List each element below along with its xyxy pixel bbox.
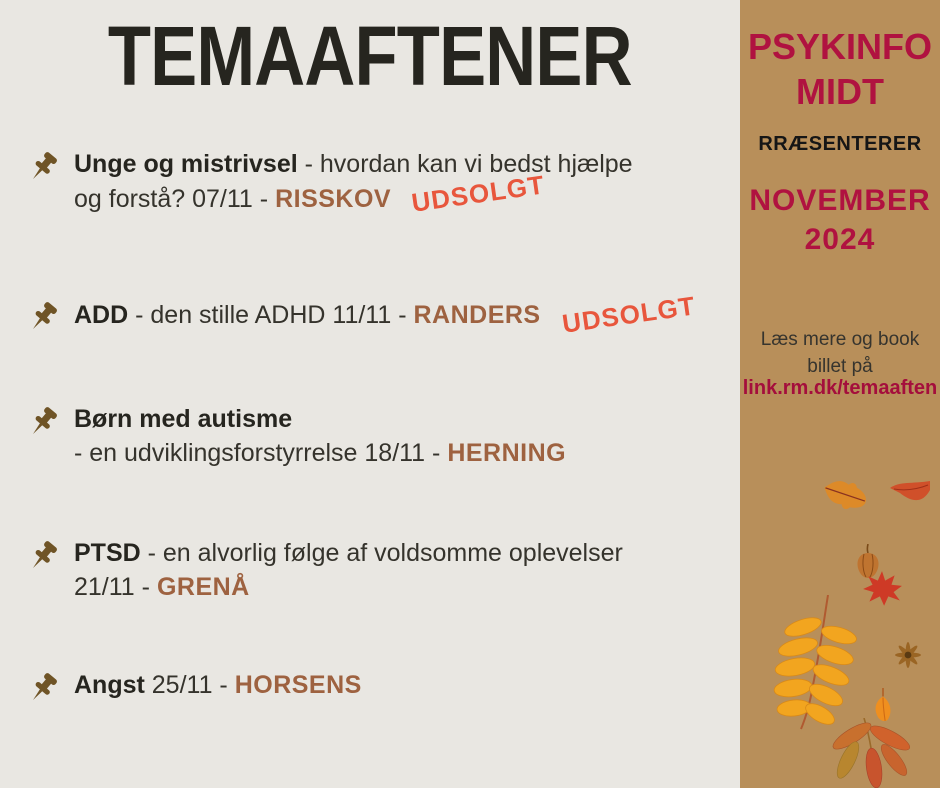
event-item-unge-og-mistrivsel <box>26 147 633 216</box>
pushpin-icon <box>26 298 60 336</box>
event-item-born-med-autisme <box>26 402 566 470</box>
booking-link[interactable]: link.rm.dk/temaaften <box>742 377 938 399</box>
event-location: GRENÅ <box>156 573 250 601</box>
event-line <box>74 668 362 702</box>
month-line2: 2024 <box>804 223 876 256</box>
event-line <box>74 147 633 181</box>
title-wrap <box>0 10 740 102</box>
event-location: HERNING <box>447 439 567 467</box>
event-title: Unge og mistrivsel <box>74 150 298 178</box>
event-description: - hvordan kan vi bedst hjælpe <box>297 150 633 178</box>
event-line <box>74 290 697 339</box>
event-line <box>74 169 633 218</box>
sold-out-sticker: UDSOLGT <box>409 169 547 218</box>
event-description: - en alvorlig følge af voldsomme oplevelser <box>140 539 623 567</box>
event-title: PTSD <box>74 539 141 567</box>
event-line <box>74 402 566 436</box>
event-item-ptsd <box>26 536 623 604</box>
event-item-add <box>26 290 697 339</box>
oak-leaf <box>821 471 869 519</box>
event-description: 21/11 - <box>74 573 157 601</box>
red-leaf-clipped <box>890 481 930 509</box>
rowan-leaf <box>773 595 861 730</box>
event-line <box>74 570 623 604</box>
event-text <box>74 536 623 604</box>
month-line1: NOVEMBER <box>749 184 931 217</box>
brand-line2: MIDT <box>796 71 884 112</box>
event-description: og forstå? 07/11 - <box>74 185 276 213</box>
event-description: 25/11 - <box>144 671 235 699</box>
event-description: - den stille ADHD 11/11 - <box>128 301 414 329</box>
cta-line2: billet på <box>807 356 873 377</box>
page-title: TEMAAFTENER <box>108 9 632 103</box>
event-location: RANDERS <box>413 301 541 329</box>
pushpin-icon <box>26 403 60 441</box>
event-location: RISSKOV <box>275 185 392 213</box>
event-description: - en udviklingsforstyrrelse 18/11 - <box>74 439 448 467</box>
event-title: Børn med autisme <box>74 405 293 433</box>
event-item-angst <box>26 668 362 707</box>
creeper-leaf <box>828 718 914 788</box>
maple-leaf <box>861 571 903 607</box>
event-text <box>74 147 633 216</box>
pushpin-icon <box>26 148 60 186</box>
presents-label: RRÆSENTERER <box>758 133 922 155</box>
star-anise <box>892 640 924 670</box>
brand-line1: PSYKINFO <box>747 26 933 67</box>
cta-line1: Læs mere og book <box>760 329 920 350</box>
event-title: ADD <box>74 301 129 329</box>
month-title <box>740 181 940 259</box>
sidebar <box>740 0 940 788</box>
event-line <box>74 536 623 570</box>
event-location: HORSENS <box>234 671 362 699</box>
pushpin-icon <box>26 669 60 707</box>
sold-out-sticker: UDSOLGT <box>559 290 697 339</box>
pushpin-icon <box>26 537 60 575</box>
event-text <box>74 402 566 470</box>
event-text <box>74 290 697 339</box>
brand-title <box>740 24 940 114</box>
event-title: Angst <box>74 671 145 699</box>
cta-text <box>740 326 940 380</box>
event-line <box>74 436 566 470</box>
event-text <box>74 668 362 702</box>
